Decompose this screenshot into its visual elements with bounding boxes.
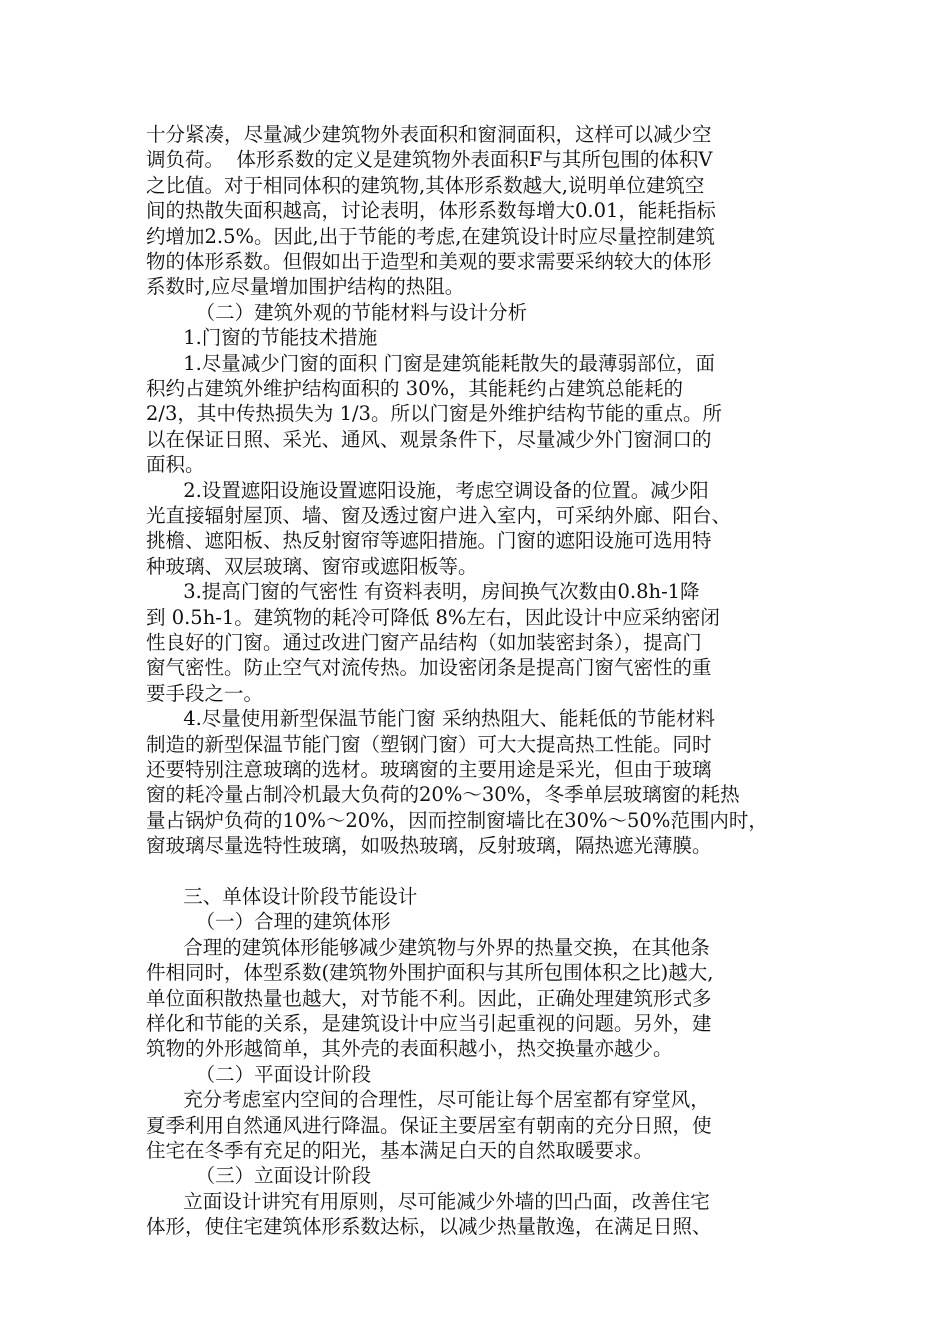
text-line: 住宅在冬季有充足的阳光，基本满足白天的自然取暖要求。: [146, 1139, 654, 1162]
text-line: 制造的新型保温节能门窗（塑钢门窗）可大大提高热工性能。同时: [146, 732, 712, 756]
text-line: 充分考虑室内空间的合理性，尽可能让每个居室都有穿堂风，: [146, 1088, 710, 1112]
text-line: 光直接辐射屋顶、墙、窗及透过窗户进入室内，可采纳外廊、阳台、: [146, 504, 732, 527]
section-heading: （三）立面设计阶段: [146, 1164, 372, 1188]
text-line: 要手段之一。: [146, 681, 264, 705]
text-line: 4.尽量使用新型保温节能门窗 采纳热阻大、能耗低的节能材料: [146, 707, 715, 731]
text-line: 2.设置遮阳设施设置遮阳设施，考虑空调设备的位置。减少阳: [146, 478, 709, 502]
text-line: 合理的建筑体形能够减少建筑物与外界的热量交换，在其他条: [146, 935, 710, 959]
text-line: 窗玻璃尽量选特性玻璃，如吸热玻璃，反射玻璃，隔热遮光薄膜。: [146, 834, 712, 858]
text-line: 十分紧凑，尽量减少建筑物外表面积和窗洞面积，这样可以减少空: [146, 123, 712, 146]
section-heading: （一）合理的建筑体形: [146, 910, 391, 934]
text-line: 量占锅炉负荷的10%～20%，因而控制窗墙比在30%～50%范围内时，: [146, 808, 768, 832]
text-line: 到 0.5h-1。建筑物的耗冷可降低 8%左右，因此设计中应采纳密闭: [146, 605, 720, 629]
text-line: 2/3，其中传热损失为 1/3。所以门窗是外维护结构节能的重点。所: [146, 402, 722, 426]
chapter-heading: 三、单体设计阶段节能设计: [146, 885, 418, 908]
text-line: 面积。: [146, 453, 205, 477]
subsection-heading: 1.门窗的节能技术措施: [146, 326, 378, 350]
text-line: 筑物的外形越简单，其外壳的表面积越小，热交换量亦越少。: [146, 1037, 673, 1061]
text-line: 性良好的门窗。通过改进门窗产品结构（如加装密封条），提高门: [146, 631, 702, 654]
text-line: 还要特别注意玻璃的选材。玻璃窗的主要用途是采光，但由于玻璃: [146, 758, 712, 781]
text-line: 以在保证日照、采光、通风、观景条件下，尽量减少外门窗洞口的: [146, 427, 712, 451]
text-line: 之比值。对于相同体积的建筑物,其体形系数越大,说明单位建筑空: [146, 173, 705, 197]
text-line: 单位面积散热量也越大，对节能不利。因此，正确处理建筑形式多: [146, 986, 712, 1010]
text-line: 立面设计讲究有用原则，尽可能减少外墙的凹凸面，改善住宅: [146, 1189, 710, 1213]
text-line: 3.提高门窗的气密性 有资料表明，房间换气次数由0.8h-1降: [146, 580, 700, 604]
text-line: 体形，使住宅建筑体形系数达标，以减少热量散逸，在满足日照、: [146, 1215, 712, 1239]
text-line: 约增加2.5%。因此,出于节能的考虑,在建筑设计时应尽量控制建筑: [146, 224, 715, 248]
text-line: 调负荷。 体形系数的定义是建筑物外表面积F与其所包围的体积V: [146, 148, 713, 172]
text-line: 窗的耗冷量占制冷机最大负荷的20%～30%，冬季单层玻璃窗的耗热: [146, 783, 740, 807]
text-line: 件相同时，体型系数(建筑物外围护面积与其所包围体积之比)越大,: [146, 961, 714, 985]
text-line: 间的热散失面积越高，讨论表明，体形系数每增大0.01，能耗指标: [146, 199, 716, 223]
section-heading: （二）平面设计阶段: [146, 1062, 372, 1086]
text-line: 样化和节能的关系，是建筑设计中应当引起重视的问题。另外，建: [146, 1012, 712, 1035]
text-line: 种玻璃、双层玻璃、窗帘或遮阳板等。: [146, 554, 478, 578]
text-line: 夏季利用自然通风进行降温。保证主要居室有朝南的充分日照，使: [146, 1113, 712, 1137]
section-heading: （二）建筑外观的节能材料与设计分析: [146, 300, 528, 324]
text-line: 积约占建筑外维护结构面积的 30%，其能耗约占建筑总能耗的: [146, 377, 684, 400]
text-line: 挑檐、遮阳板、热反射窗帘等遮阳措施。门窗的遮阳设施可选用特: [146, 529, 712, 553]
text-line: 物的体形系数。但假如出于造型和美观的要求需要采纳较大的体形: [146, 250, 712, 273]
text-line: 系数时,应尽量增加围护结构的热阻。: [146, 275, 465, 299]
text-line: 1.尽量减少门窗的面积 门窗是建筑能耗散失的最薄弱部位，面: [146, 351, 715, 375]
text-line: 窗气密性。防止空气对流传热。加设密闭条是提高门窗气密性的重: [146, 656, 712, 680]
